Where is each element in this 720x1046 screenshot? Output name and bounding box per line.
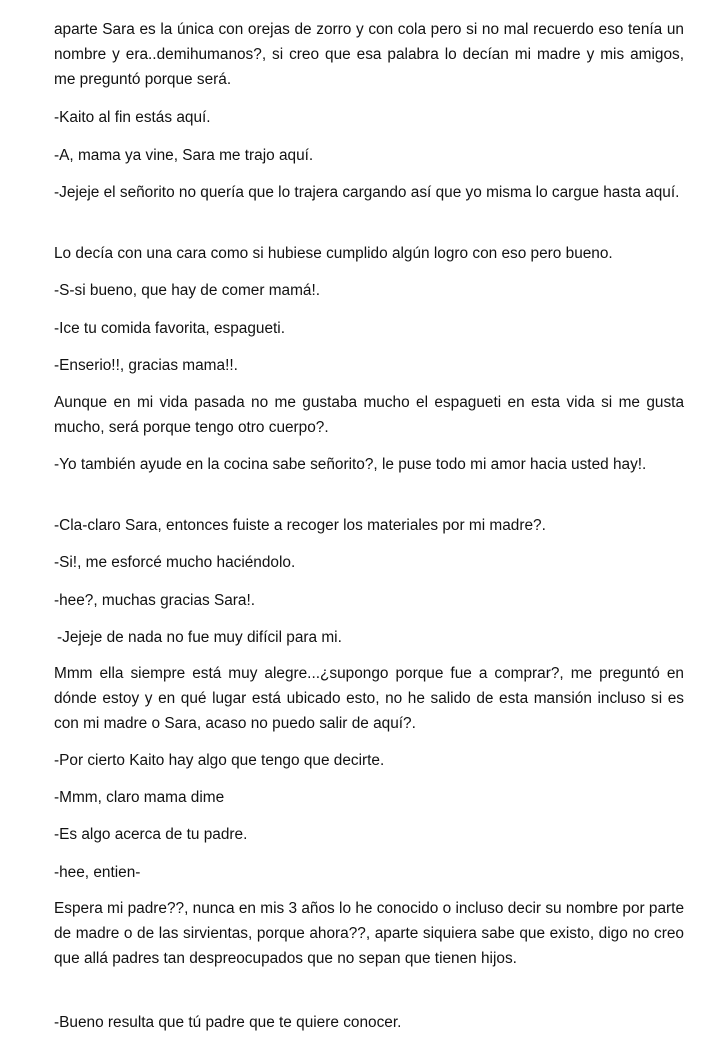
dialogue-line: -S-si bueno, que hay de comer mamá!. (54, 282, 321, 299)
dialogue-line: -Yo también ayude en la cocina sabe señorito?, le puse todo mi amor hacia usted hay!. (54, 456, 647, 473)
dialogue-line: -Jejeje el señorito no quería que lo trajera cargando así que yo misma lo cargue hasta aquí. (54, 184, 680, 201)
dialogue-line: -A, mama ya vine, Sara me trajo aquí. (54, 147, 314, 164)
dialogue-line: -hee, entien- (54, 864, 141, 881)
dialogue-line: -Enserio!!, gracias mama!!. (54, 357, 238, 374)
narration-paragraph: Lo decía con una cara como si hubiese cumplido algún logro con eso pero bueno. (54, 245, 613, 262)
dialogue-line: -Ice tu comida favorita, espagueti. (54, 320, 285, 337)
dialogue-line: -Kaito al fin estás aquí. (54, 109, 211, 126)
narration-paragraph: Aunque en mi vida pasada no me gustaba mucho el espagueti en esta vida si me gusta mucho, será porque tengo otro cuerpo?. (54, 394, 684, 436)
dialogue-line: -Si!, me esforcé mucho haciéndolo. (54, 554, 296, 571)
dialogue-line: -Jejeje de nada no fue muy difícil para mi. (57, 629, 342, 646)
paragraph-intro: aparte Sara es la única con orejas de zorro y con cola pero si no mal recuerdo eso tenía un nombre y era..demihumanos?, si creo que esa palabra lo decían mi madre y mis amigos, me preguntó porque será. (54, 21, 684, 88)
narration-paragraph: Mmm ella siempre está muy alegre...¿supongo porque fue a comprar?, me preguntó en dónde estoy y en qué lugar está ubicado esto, no he salido de esta mansión incluso si es con mi madre o Sara, acaso no puedo salir de aquí?. (54, 665, 684, 732)
dialogue-line: -hee?, muchas gracias Sara!. (54, 592, 256, 609)
dialogue-line: -Bueno resulta que tú padre que te quiere conocer. (54, 1014, 402, 1031)
dialogue-line: -Por cierto Kaito hay algo que tengo que decirte. (54, 752, 385, 769)
dialogue-line: -Cla-claro Sara, entonces fuiste a recoger los materiales por mi madre?. (54, 517, 546, 534)
dialogue-line: -Mmm, claro mama dime (54, 789, 225, 806)
dialogue-line: -Es algo acerca de tu padre. (54, 826, 248, 843)
narration-paragraph: Espera mi padre??, nunca en mis 3 años lo he conocido o incluso decir su nombre por parte de madre o de las sirvientas, porque ahora??, aparte siquiera sabe que existo, digo no creo que allá padres tan despreocupados que no sepan que tienen hijos. (54, 900, 684, 967)
